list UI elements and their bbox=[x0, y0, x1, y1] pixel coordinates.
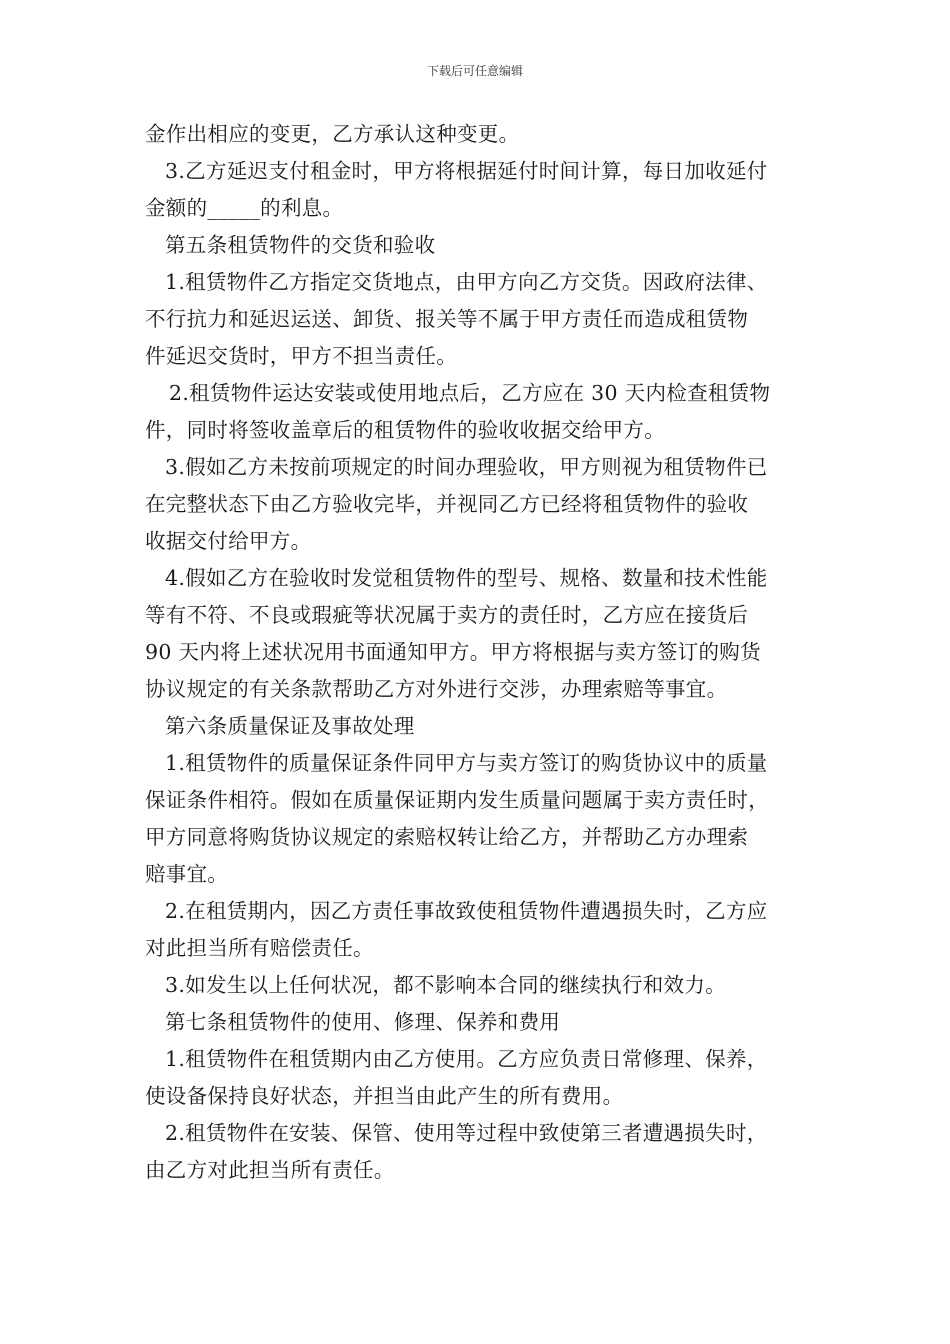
text-line: 在完整状态下由乙方验收完毕，并视同乙方已经将租赁物件的验收 bbox=[145, 492, 749, 516]
text-line: 对此担当所有赔偿责任。 bbox=[145, 936, 374, 960]
text-line: 第五条租赁物件的交货和验收 bbox=[165, 233, 436, 257]
text-line: 赔事宜。 bbox=[145, 862, 229, 886]
text-line: 2.租赁物件运达安装或使用地点后，乙方应在 30 天内检查租赁物 bbox=[169, 381, 771, 405]
text-line: 1.租赁物件在租赁期内由乙方使用。乙方应负责日常修理、保养， bbox=[165, 1047, 768, 1071]
text-line: 使设备保持良好状态，并担当由此产生的所有费用。 bbox=[145, 1084, 624, 1108]
text-line: 件，同时将签收盖章后的租赁物件的验收收据交给甲方。 bbox=[145, 418, 665, 442]
text-line: 协议规定的有关条款帮助乙方对外进行交涉，办理索赔等事宜。 bbox=[145, 677, 728, 701]
text-line: 件延迟交货时，甲方不担当责任。 bbox=[145, 344, 457, 368]
text-line: 保证条件相符。假如在质量保证期内发生质量问题属于卖方责任时， bbox=[145, 788, 769, 812]
text-line: 金作出相应的变更，乙方承认这种变更。 bbox=[145, 122, 520, 146]
text-line: 2.租赁物件在安装、保管、使用等过程中致使第三者遭遇损失时， bbox=[165, 1121, 768, 1145]
text-line: 第七条租赁物件的使用、修理、保养和费用 bbox=[165, 1010, 561, 1034]
page-header: 下载后可任意编辑 bbox=[426, 64, 523, 78]
text-line: 3.乙方延迟支付租金时，甲方将根据延付时间计算，每日加收延付 bbox=[165, 159, 768, 183]
text-line: 1.租赁物件的质量保证条件同甲方与卖方签订的购货协议中的质量 bbox=[165, 751, 768, 775]
text-line: 由乙方对此担当所有责任。 bbox=[145, 1158, 395, 1182]
text-line: 甲方同意将购货协议规定的索赔权转让给乙方，并帮助乙方办理索 bbox=[145, 825, 749, 849]
text-line: 1.租赁物件乙方指定交货地点，由甲方向乙方交货。因政府法律、 bbox=[165, 270, 768, 294]
text-line: 90 天内将上述状况用书面通知甲方。甲方将根据与卖方签订的购货 bbox=[145, 640, 761, 664]
text-line: 3.假如乙方未按前项规定的时间办理验收，甲方则视为租赁物件已 bbox=[165, 455, 768, 479]
text-line: 不行抗力和延迟运送、卸货、报关等不属于甲方责任而造成租赁物 bbox=[145, 307, 749, 331]
document-body bbox=[145, 116, 810, 1189]
text-line: 等有不符、不良或瑕疵等状况属于卖方的责任时，乙方应在接货后 bbox=[145, 603, 749, 627]
text-line: 金额的_____的利息。 bbox=[145, 196, 344, 220]
text-line: 第六条质量保证及事故处理 bbox=[165, 714, 415, 738]
text-line: 4.假如乙方在验收时发觉租赁物件的型号、规格、数量和技术性能 bbox=[165, 566, 768, 590]
text-line: 3.如发生以上任何状况，都不影响本合同的继续执行和效力。 bbox=[165, 973, 726, 997]
text-line: 2.在租赁期内，因乙方责任事故致使租赁物件遭遇损失时，乙方应 bbox=[165, 899, 768, 923]
text-line: 收据交付给甲方。 bbox=[145, 529, 312, 553]
